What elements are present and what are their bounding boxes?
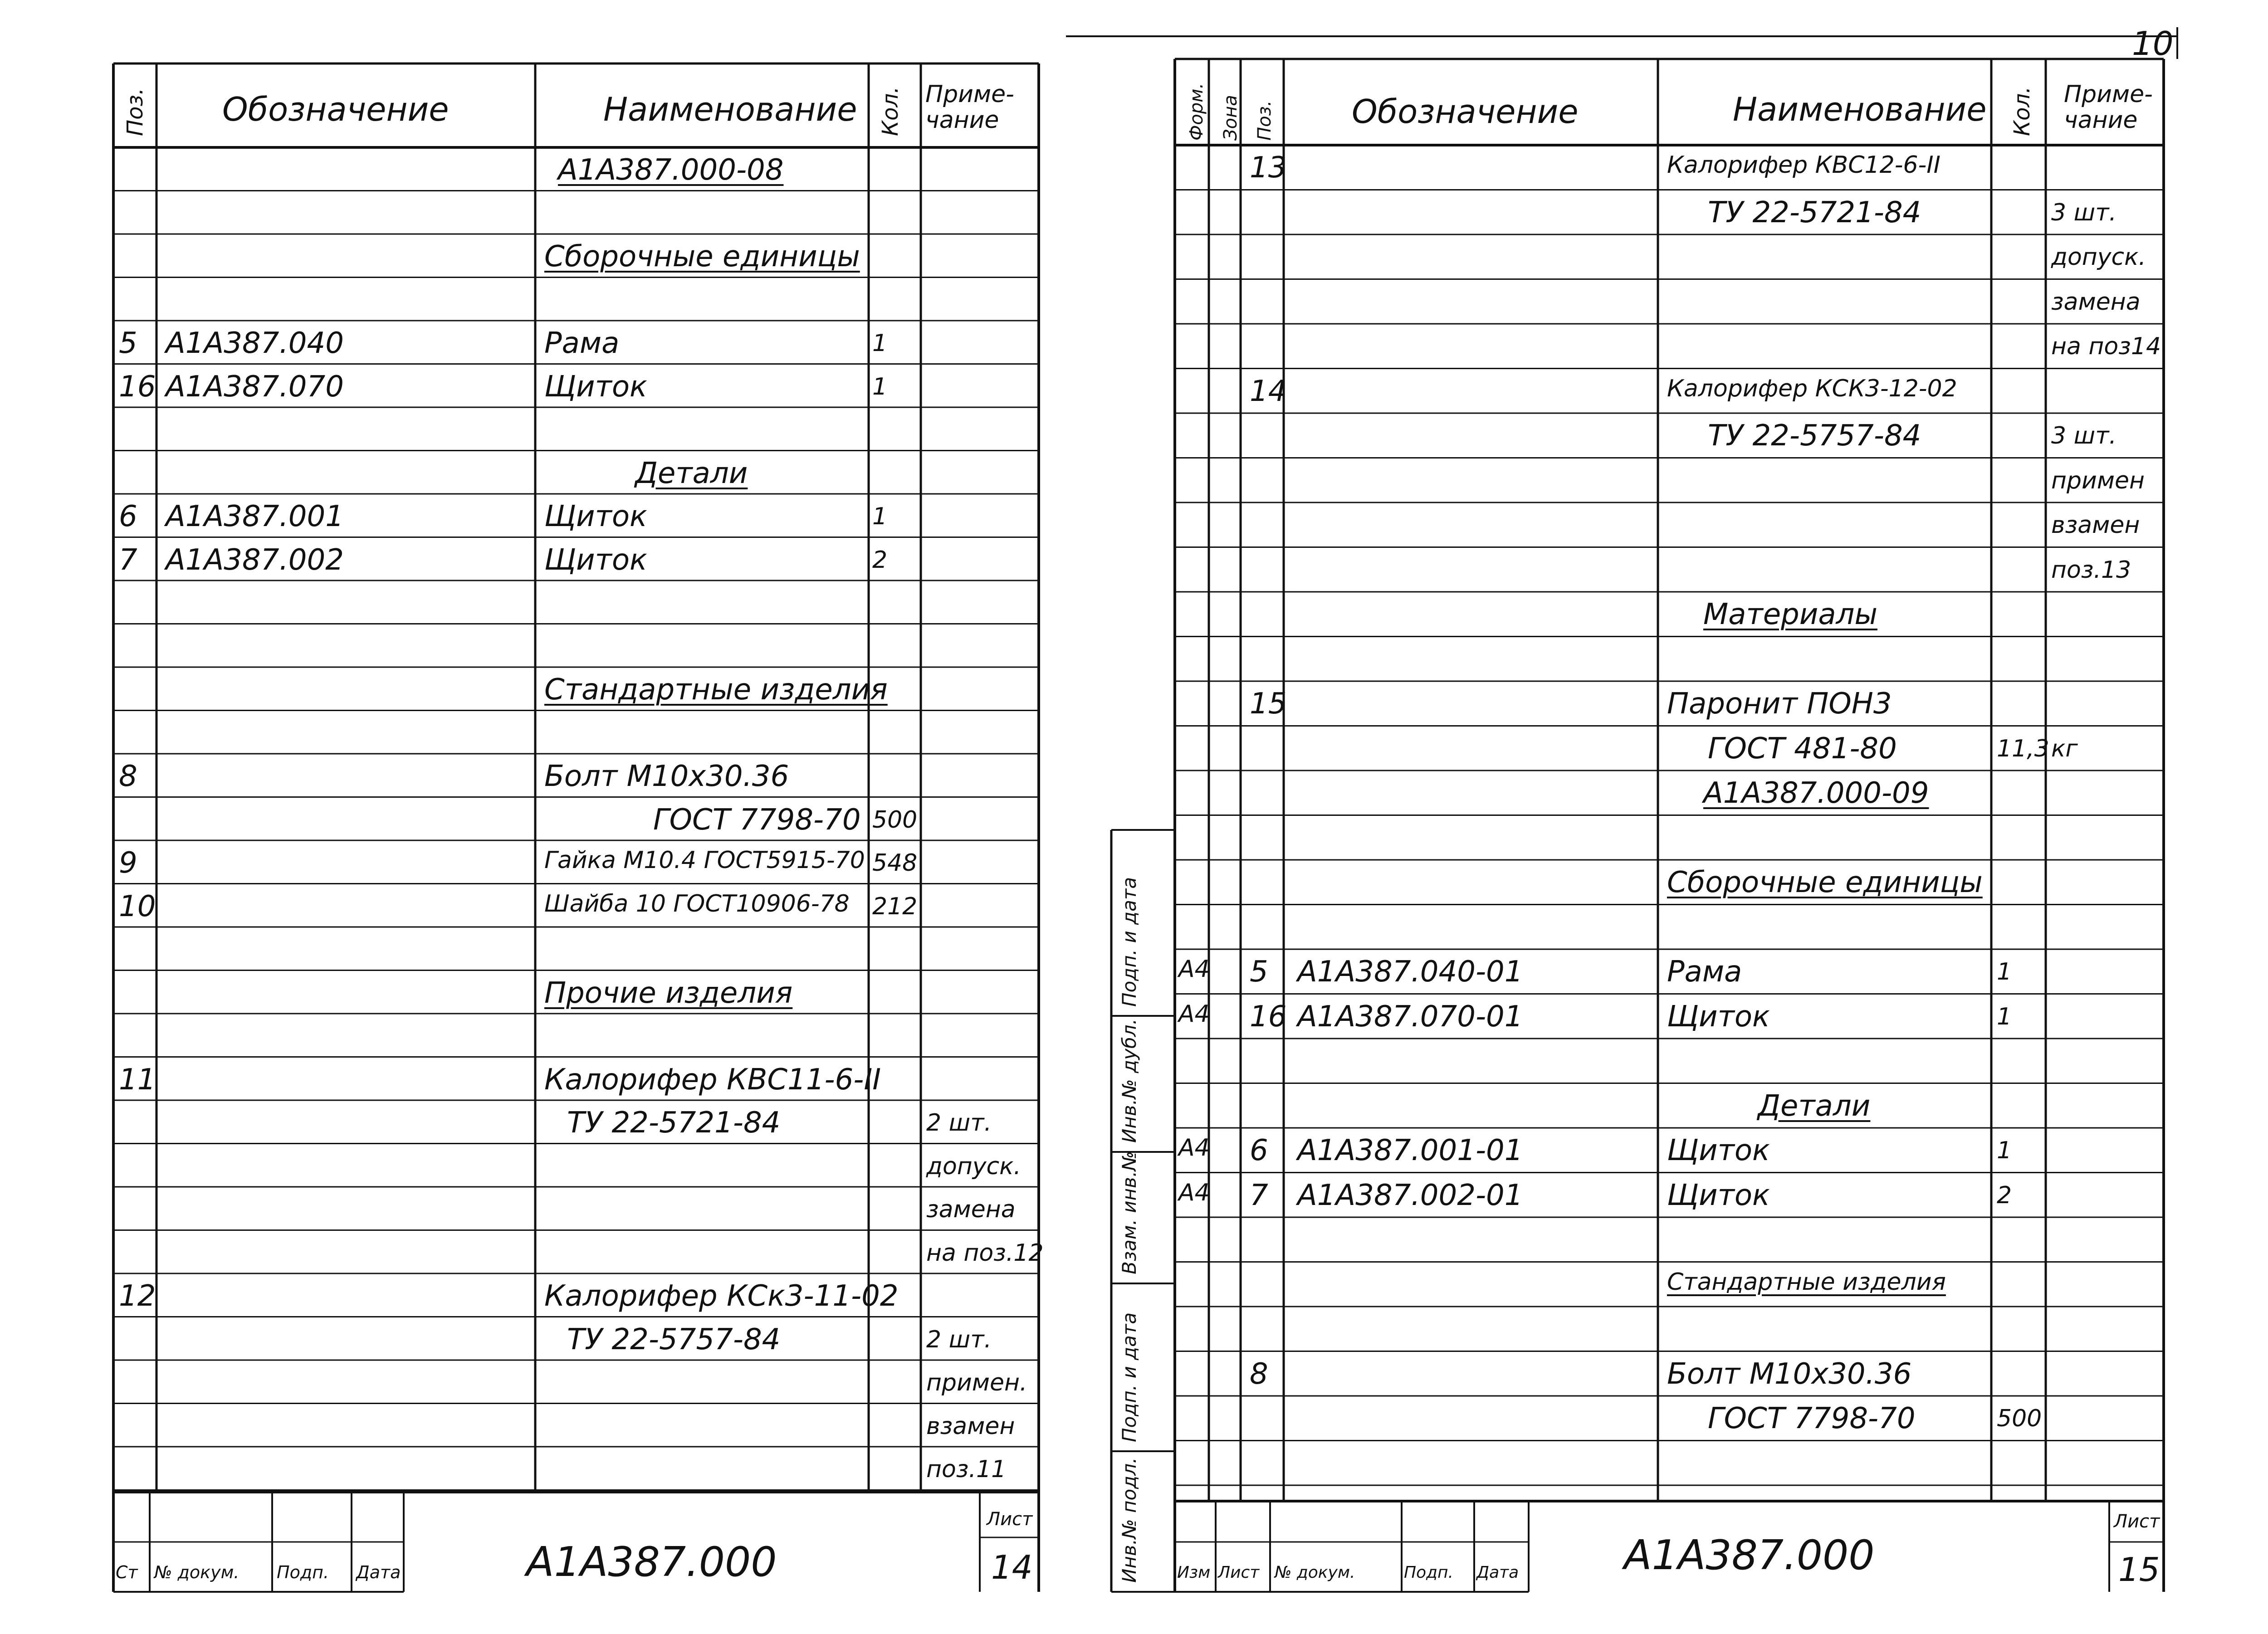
row-name: Рама [1667, 955, 1742, 989]
row-name: Калорифер КСК3-12-02 [1667, 375, 1957, 402]
row-pos: 14 [1250, 374, 1287, 408]
side-label: Инв.№ дубл. [1118, 1018, 1140, 1143]
row-pos: 6 [119, 500, 137, 533]
row-name: А1А387.000-09 [1703, 776, 1929, 810]
row-designation: А1А387.001-01 [1297, 1134, 1523, 1167]
row-qty: 500 [872, 806, 918, 834]
row-qty: 11,3 [1997, 735, 2049, 762]
stamp-label: № докум. [154, 1562, 240, 1582]
row-qty: 548 [872, 849, 918, 877]
row-qty: 2 [1997, 1181, 2012, 1209]
right-header-designation: Обозначение [1352, 93, 1579, 131]
row-name: ГОСТ 7798-70 [1708, 1402, 1916, 1435]
row-note: кг [2051, 735, 2078, 762]
row-name: Болт М10х30.36 [544, 760, 789, 793]
row-name: ТУ 22-5721-84 [567, 1106, 781, 1140]
row-name: Щиток [1667, 1000, 1770, 1034]
page-number: 10 [2132, 24, 2174, 63]
row-qty: 1 [872, 330, 888, 357]
row-note: взамен [2051, 512, 2140, 539]
row-format: А4 [1178, 1179, 1210, 1206]
row-pos: 11 [119, 1063, 156, 1097]
row-name: Шайба 10 ГОСТ10906-78 [544, 890, 850, 917]
row-designation: А1А387.070-01 [1297, 1000, 1523, 1034]
left-header-pos: Поз. [122, 88, 148, 136]
row-name: Стандартные изделия [544, 673, 888, 707]
row-note: 2 шт. [926, 1326, 992, 1353]
row-pos: 5 [1250, 955, 1268, 989]
row-designation: А1А387.070 [166, 370, 344, 404]
row-pos: 7 [1250, 1178, 1268, 1212]
stamp-sheet-number: 15 [2118, 1551, 2160, 1589]
right-header-note: Приме- чание [2064, 81, 2153, 134]
row-pos: 16 [1250, 1000, 1287, 1034]
row-name: Щиток [544, 500, 647, 533]
left-header-qty: Кол. [878, 86, 903, 136]
row-note: замена [2051, 288, 2141, 316]
left-header-note: Приме- чание [925, 81, 1014, 134]
row-designation: А1А387.001 [166, 500, 344, 533]
row-note: на поз.12 [926, 1239, 1044, 1267]
row-pos: 7 [119, 543, 137, 577]
row-designation: А1А387.040-01 [1297, 955, 1523, 989]
row-pos: 6 [1250, 1134, 1268, 1167]
right-header-qty: Кол. [2009, 86, 2035, 136]
row-qty: 2 [872, 546, 888, 574]
row-name: Щиток [1667, 1134, 1770, 1167]
row-format: А4 [1178, 1000, 1210, 1028]
row-name: Стандартные изделия [1667, 1268, 1946, 1296]
row-name: ГОСТ 7798-70 [653, 803, 861, 837]
row-pos: 8 [1250, 1357, 1268, 1391]
stamp-sheet-number: 14 [991, 1548, 1033, 1586]
row-name: ТУ 22-5757-84 [567, 1322, 781, 1356]
side-label: Инв.№ подл. [1118, 1457, 1140, 1583]
row-name: Сборочные единицы [1667, 866, 1983, 899]
side-label: Взам. инв.№ [1118, 1151, 1140, 1274]
row-name: ТУ 22-5757-84 [1708, 419, 1921, 453]
row-note: на поз14 [2051, 333, 2161, 360]
row-note: замена [926, 1196, 1016, 1223]
row-note: допуск. [2051, 244, 2146, 271]
row-name: Рама [544, 327, 620, 360]
row-qty: 1 [1997, 1003, 2012, 1030]
left-header-name: Наименование [603, 90, 857, 128]
stamp-label: Лист [1218, 1563, 1260, 1582]
row-format: А4 [1178, 1134, 1210, 1161]
row-name: Болт М10х30.36 [1667, 1357, 1912, 1391]
row-designation: А1А387.002 [166, 543, 344, 577]
row-name: Паронит ПОН3 [1667, 687, 1892, 721]
row-qty: 1 [872, 373, 888, 400]
row-pos: 9 [119, 846, 137, 880]
row-note: 3 шт. [2051, 199, 2117, 226]
stamp-sheet-label: Лист [2114, 1511, 2160, 1532]
row-pos: 10 [119, 889, 156, 923]
row-name: Прочие изделия [544, 976, 793, 1010]
stamp-label: Дата [1476, 1563, 1519, 1582]
side-label: Подп. и дата [1118, 1312, 1140, 1442]
stamp-label: Ст [116, 1562, 138, 1582]
right-header-zone: Зона [1220, 95, 1241, 141]
stamp-label: Дата [356, 1562, 401, 1582]
row-qty: 1 [1997, 1137, 2012, 1164]
row-qty: 1 [872, 503, 888, 530]
row-name: Калорифер КСк3-11-02 [544, 1279, 899, 1313]
row-note: 2 шт. [926, 1109, 992, 1136]
row-designation: А1А387.040 [166, 327, 344, 360]
row-name: Детали [1758, 1089, 1871, 1123]
row-pos: 15 [1250, 687, 1287, 721]
stamp-sheet-label: Лист [987, 1509, 1033, 1530]
row-note: поз.11 [926, 1456, 1007, 1483]
stamp-label: № докум. [1275, 1563, 1355, 1582]
right-header-format: Форм. [1186, 83, 1207, 141]
row-note: 3 шт. [2051, 422, 2117, 449]
row-name: Щиток [544, 370, 647, 404]
stamp-document-code: А1А387.000 [1624, 1532, 1875, 1579]
stamp-label: Подп. [277, 1562, 329, 1582]
row-note: взамен [926, 1412, 1015, 1440]
row-note: поз.13 [2051, 556, 2131, 584]
stamp-document-code: А1А387.000 [526, 1538, 777, 1586]
row-name: Щиток [1667, 1178, 1770, 1212]
row-name: Сборочные единицы [544, 240, 860, 273]
right-header-name: Наименование [1733, 90, 1987, 128]
row-qty: 1 [1997, 958, 2012, 985]
row-note: примен. [926, 1369, 1027, 1396]
right-header-pos: Поз. [1254, 100, 1275, 141]
row-designation: А1А387.002-01 [1297, 1178, 1523, 1212]
row-note: примен [2051, 467, 2145, 494]
row-name: Калорифер КВС12-6-II [1667, 151, 1941, 179]
row-pos: 13 [1250, 151, 1287, 185]
left-header-designation: Обозначение [222, 90, 449, 128]
row-pos: 12 [119, 1279, 156, 1313]
stamp-label: Подп. [1404, 1563, 1453, 1582]
row-name: Калорифер КВС11-6-II [544, 1063, 881, 1097]
row-note: допуск. [926, 1152, 1022, 1180]
row-name: Щиток [544, 543, 647, 577]
row-pos: 8 [119, 760, 137, 793]
row-name: А1А387.000-08 [558, 153, 784, 187]
stamp-label: Изм [1177, 1563, 1211, 1582]
side-label: Подп. и дата [1118, 877, 1140, 1007]
row-name: Гайка М10.4 ГОСТ5915-70 [544, 847, 865, 874]
row-qty: 212 [872, 893, 918, 920]
row-name: Материалы [1703, 598, 1877, 631]
row-qty: 500 [1997, 1405, 2042, 1432]
row-name: ГОСТ 481-80 [1708, 732, 1897, 766]
row-name: Детали [635, 456, 748, 490]
row-pos: 16 [119, 370, 156, 404]
row-format: А4 [1178, 956, 1210, 983]
row-pos: 5 [119, 327, 137, 360]
row-name: ТУ 22-5721-84 [1708, 195, 1921, 229]
